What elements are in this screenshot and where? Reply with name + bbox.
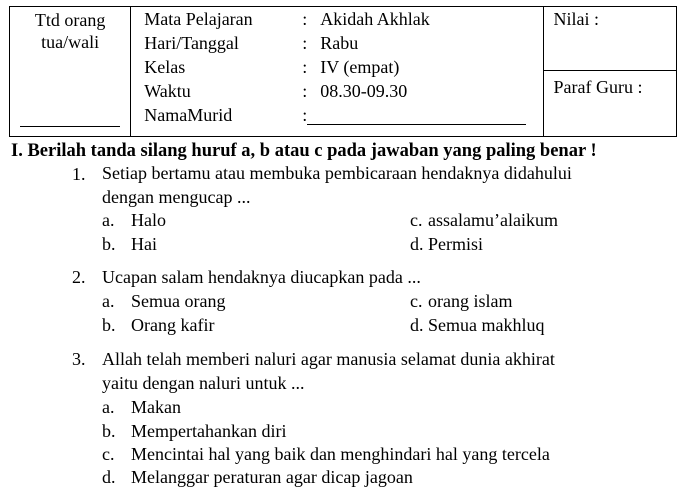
option-text[interactable]: Mempertahankan diri — [131, 421, 287, 441]
info-colon: : — [302, 81, 308, 101]
option-letter[interactable]: d. — [410, 234, 424, 254]
info-value: IV (empat) — [320, 57, 400, 77]
exam-info-cell — [131, 7, 543, 137]
score-label: Nilai : — [553, 9, 600, 29]
option-letter[interactable]: c. — [410, 210, 423, 230]
option-letter[interactable]: b. — [102, 234, 116, 254]
info-row-class — [144, 56, 539, 78]
option-letter[interactable]: d. — [102, 467, 116, 487]
info-label: Waktu — [144, 81, 191, 101]
info-colon: : — [302, 57, 308, 77]
option-text[interactable]: Semua orang — [131, 291, 226, 311]
option-letter[interactable]: c. — [102, 444, 115, 464]
question-text-line: dengan mengucap ... — [102, 187, 251, 207]
info-label: Hari/Tanggal — [144, 33, 239, 53]
option-text[interactable]: assalamu’alaikum — [428, 210, 558, 230]
info-label: Kelas — [144, 57, 186, 77]
question-text-line: Ucapan salam hendaknya diucapkan pada ... — [102, 267, 421, 287]
info-row-subject — [144, 8, 539, 30]
parent-signature-line-1: Ttd orang — [34, 10, 106, 30]
teacher-initial-label: Paraf Guru : — [553, 77, 643, 97]
info-label: NamaMurid — [144, 105, 233, 125]
parent-signature-line-2: tua/wali — [41, 32, 100, 52]
parent-signature-cell — [10, 7, 131, 137]
grading-cell — [543, 7, 676, 137]
question-text-line: Setiap bertamu atau membuka pembicaraan hendaknya didahului — [102, 163, 572, 183]
option-text[interactable]: Makan — [131, 397, 181, 417]
option-letter[interactable]: b. — [102, 421, 116, 441]
option-text[interactable]: Orang kafir — [131, 315, 215, 335]
question-number: 2. — [72, 267, 86, 287]
question-text-line: yaitu dengan naluri untuk ... — [102, 373, 305, 393]
option-text[interactable]: Permisi — [428, 234, 484, 254]
option-letter[interactable]: a. — [102, 397, 115, 417]
info-colon: : — [302, 105, 308, 125]
header-table — [9, 6, 677, 137]
section-instruction: I. Berilah tanda silang huruf a, b atau c pada jawaban yang paling benar ! — [11, 141, 597, 161]
option-text[interactable]: Halo — [131, 210, 166, 230]
option-letter[interactable]: a. — [102, 291, 115, 311]
option-letter[interactable]: b. — [102, 315, 116, 335]
info-colon: : — [302, 9, 308, 29]
option-text[interactable]: Mencintai hal yang baik dan menghindari hal yang tercela — [131, 444, 550, 464]
question-number: 3. — [72, 349, 86, 369]
info-colon: : — [302, 33, 308, 53]
info-value: Akidah Akhlak — [320, 9, 430, 29]
option-letter[interactable]: d. — [410, 315, 424, 335]
info-label: Mata Pelajaran — [144, 9, 253, 29]
info-row-date — [144, 32, 539, 54]
parent-signature-label — [10, 9, 130, 53]
info-row-time — [144, 80, 539, 102]
question-number: 1. — [72, 164, 86, 184]
info-row-student-name — [144, 104, 539, 126]
option-letter[interactable]: a. — [102, 210, 115, 230]
teacher-initial-box — [544, 71, 676, 98]
option-text[interactable]: Melanggar peraturan agar dicap jagoan — [131, 467, 413, 487]
info-value: 08.30-09.30 — [320, 81, 408, 101]
option-text[interactable]: Hai — [131, 234, 157, 254]
option-text[interactable]: Semua makhluq — [428, 315, 545, 335]
score-box — [544, 7, 676, 71]
info-value: Rabu — [320, 33, 359, 53]
question-text-line: Allah telah memberi naluri agar manusia selamat dunia akhirat — [102, 349, 555, 369]
student-name-blank-line — [307, 124, 526, 125]
signature-blank-line — [20, 126, 120, 127]
option-letter[interactable]: c. — [410, 291, 423, 311]
option-text[interactable]: orang islam — [428, 291, 513, 311]
